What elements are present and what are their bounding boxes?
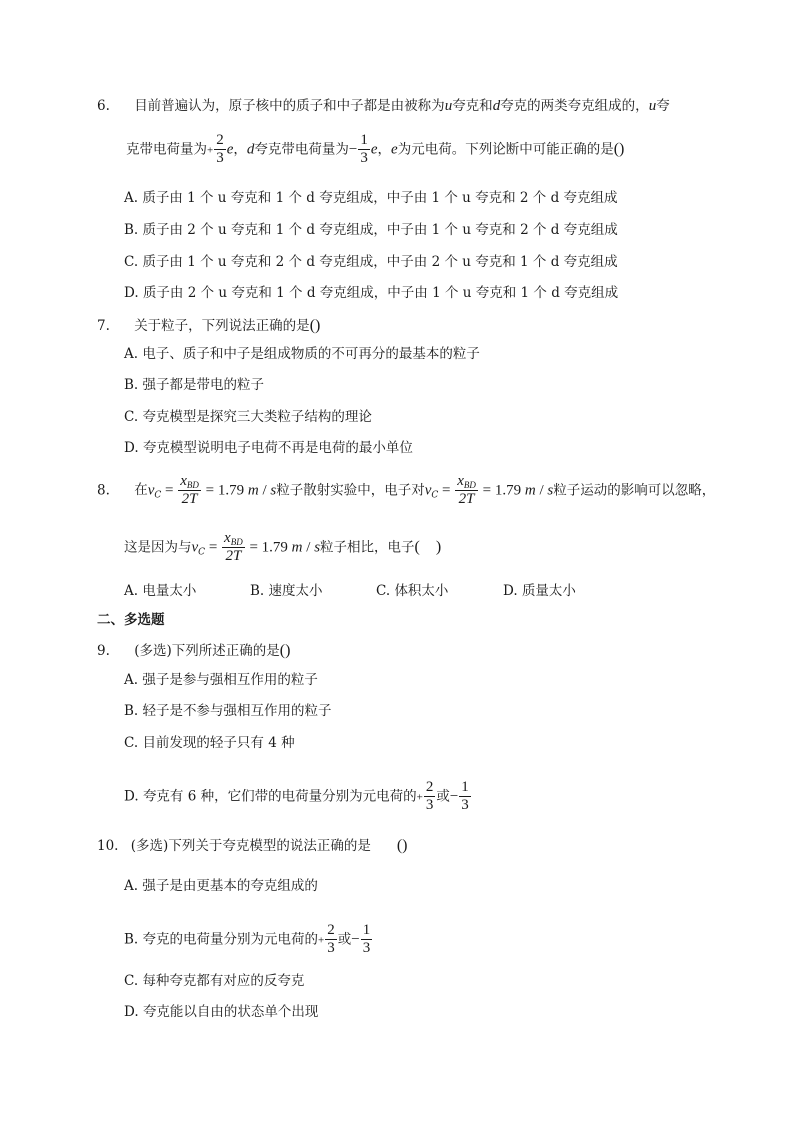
answer-paren: () [613, 140, 625, 158]
answer-paren: () [396, 837, 408, 854]
q10-option-a: A. 强子是由更基本的夸克组成的 [124, 878, 318, 894]
q6-option-d: D. 质子由 2 个 u 夸克和 1 个 d 夸克组成，中子由 1 个 u 夸克和 1 个 d 夸克组成 [124, 285, 619, 301]
multi-choice-tag: (多选) [134, 643, 172, 659]
q6-number: 6. [97, 98, 110, 114]
q9-option-d: D. 夸克有 6 种，它们带的电荷量分别为元电荷的+ $\frac{2}{3}$ 或− $\frac{1}{3}$ [124, 779, 469, 814]
q6-line2: 克带电荷量为+ $\frac{2}{3}$ e，d夸克带电荷量为− $\frac{1}{3}$ e，e为元电荷。下列论断中可能正确的是() [126, 132, 625, 167]
q8-line1: 8. 在$v_C$ = $\frac{x_{BD}}{2T}$ = 1.79 m / s粒子散射实验中，电子对$v_C$ = $\frac{x_{BD}}{2T}$ = 1.79 m / s粒子运动的影响可以忽略， [97, 473, 716, 508]
fraction-two-thirds: $\frac{2}{3}$ [327, 922, 335, 957]
q6-stem-part1: 目前普遍认为，原子核中的质子和中子都是由被称为 [134, 98, 445, 114]
q9-number: 9. [97, 643, 110, 659]
q7-stem: 7. 关于粒子，下列说法正确的是() [97, 317, 321, 334]
q10-stem: 10. (多选)下列关于夸克模型的说法正确的是 () [97, 837, 408, 854]
q7-option-d: D. 夸克模型说明电子电荷不再是电荷的最小单位 [124, 440, 413, 456]
fraction-one-third: $\frac{1}{3}$ [360, 132, 368, 167]
q6-option-a: A. 质子由 1 个 u 夸克和 1 个 d 夸克组成，中子由 1 个 u 夸克和 2 个 d 夸克组成 [124, 190, 618, 206]
q7-option-c: C. 夸克模型是探究三大类粒子结构的理论 [124, 409, 372, 425]
q6-option-b: B. 质子由 2 个 u 夸克和 1 个 d 夸克组成，中子由 1 个 u 夸克和 2 个 d 夸克组成 [124, 222, 618, 238]
q8-number: 8. [97, 482, 110, 499]
multi-choice-tag: (多选) [130, 838, 169, 854]
answer-paren: () [309, 317, 321, 334]
fraction-two-thirds: $\frac{2}{3}$ [216, 132, 224, 167]
fraction-one-third: $\frac{1}{3}$ [362, 922, 371, 957]
answer-paren: () [279, 642, 291, 659]
q10-number: 10. [97, 838, 119, 854]
section-heading-multi-choice: 二、多选题 [97, 612, 165, 628]
fraction-two-thirds: $\frac{2}{3}$ [425, 779, 434, 814]
q9-option-c: C. 目前发现的轻子只有 4 种 [124, 735, 295, 751]
fraction-one-third: $\frac{1}{3}$ [461, 779, 469, 814]
q8-line2: 这是因为与$v_C$ = $\frac{x_{BD}}{2T}$ = 1.79 m / s粒子相比，电子( ) [124, 530, 442, 565]
fraction-xbd-2t: $\frac{x_{BD}}{2T}$ [180, 473, 199, 508]
q9-stem: 9. (多选)下列所述正确的是() [97, 642, 291, 659]
q6-option-c: C. 质子由 1 个 u 夸克和 2 个 d 夸克组成，中子由 2 个 u 夸克和 1 个 d 夸克组成 [124, 254, 618, 270]
q7-option-a: A. 电子、质子和中子是组成物质的不可再分的最基本的粒子 [124, 346, 480, 362]
q8-option-b: B. 速度太小 [250, 583, 323, 599]
q10-option-d: D. 夸克能以自由的状态单个出现 [124, 1004, 319, 1020]
q10-option-c: C. 每种夸克都有对应的反夸克 [124, 973, 305, 989]
q7-number: 7. [97, 318, 110, 334]
q9-option-b: B. 轻子是不参与强相互作用的粒子 [124, 703, 332, 719]
q10-option-b: B. 夸克的电荷量分别为元电荷的+ $\frac{2}{3}$ 或− $\frac{1}{3}$ [124, 922, 371, 957]
q8-option-d: D. 质量太小 [503, 583, 576, 599]
q8-option-a: A. 电量太小 [124, 583, 197, 599]
answer-paren: ( ) [414, 538, 442, 556]
q8-option-c: C. 体积太小 [376, 583, 449, 599]
q7-option-b: B. 强子都是带电的粒子 [124, 377, 265, 393]
q6-line1: 6. 目前普遍认为，原子核中的质子和中子都是由被称为u夸克和d夸克的两类夸克组成的，u夸 [97, 98, 670, 114]
q9-option-a: A. 强子是参与强相互作用的粒子 [124, 672, 318, 688]
